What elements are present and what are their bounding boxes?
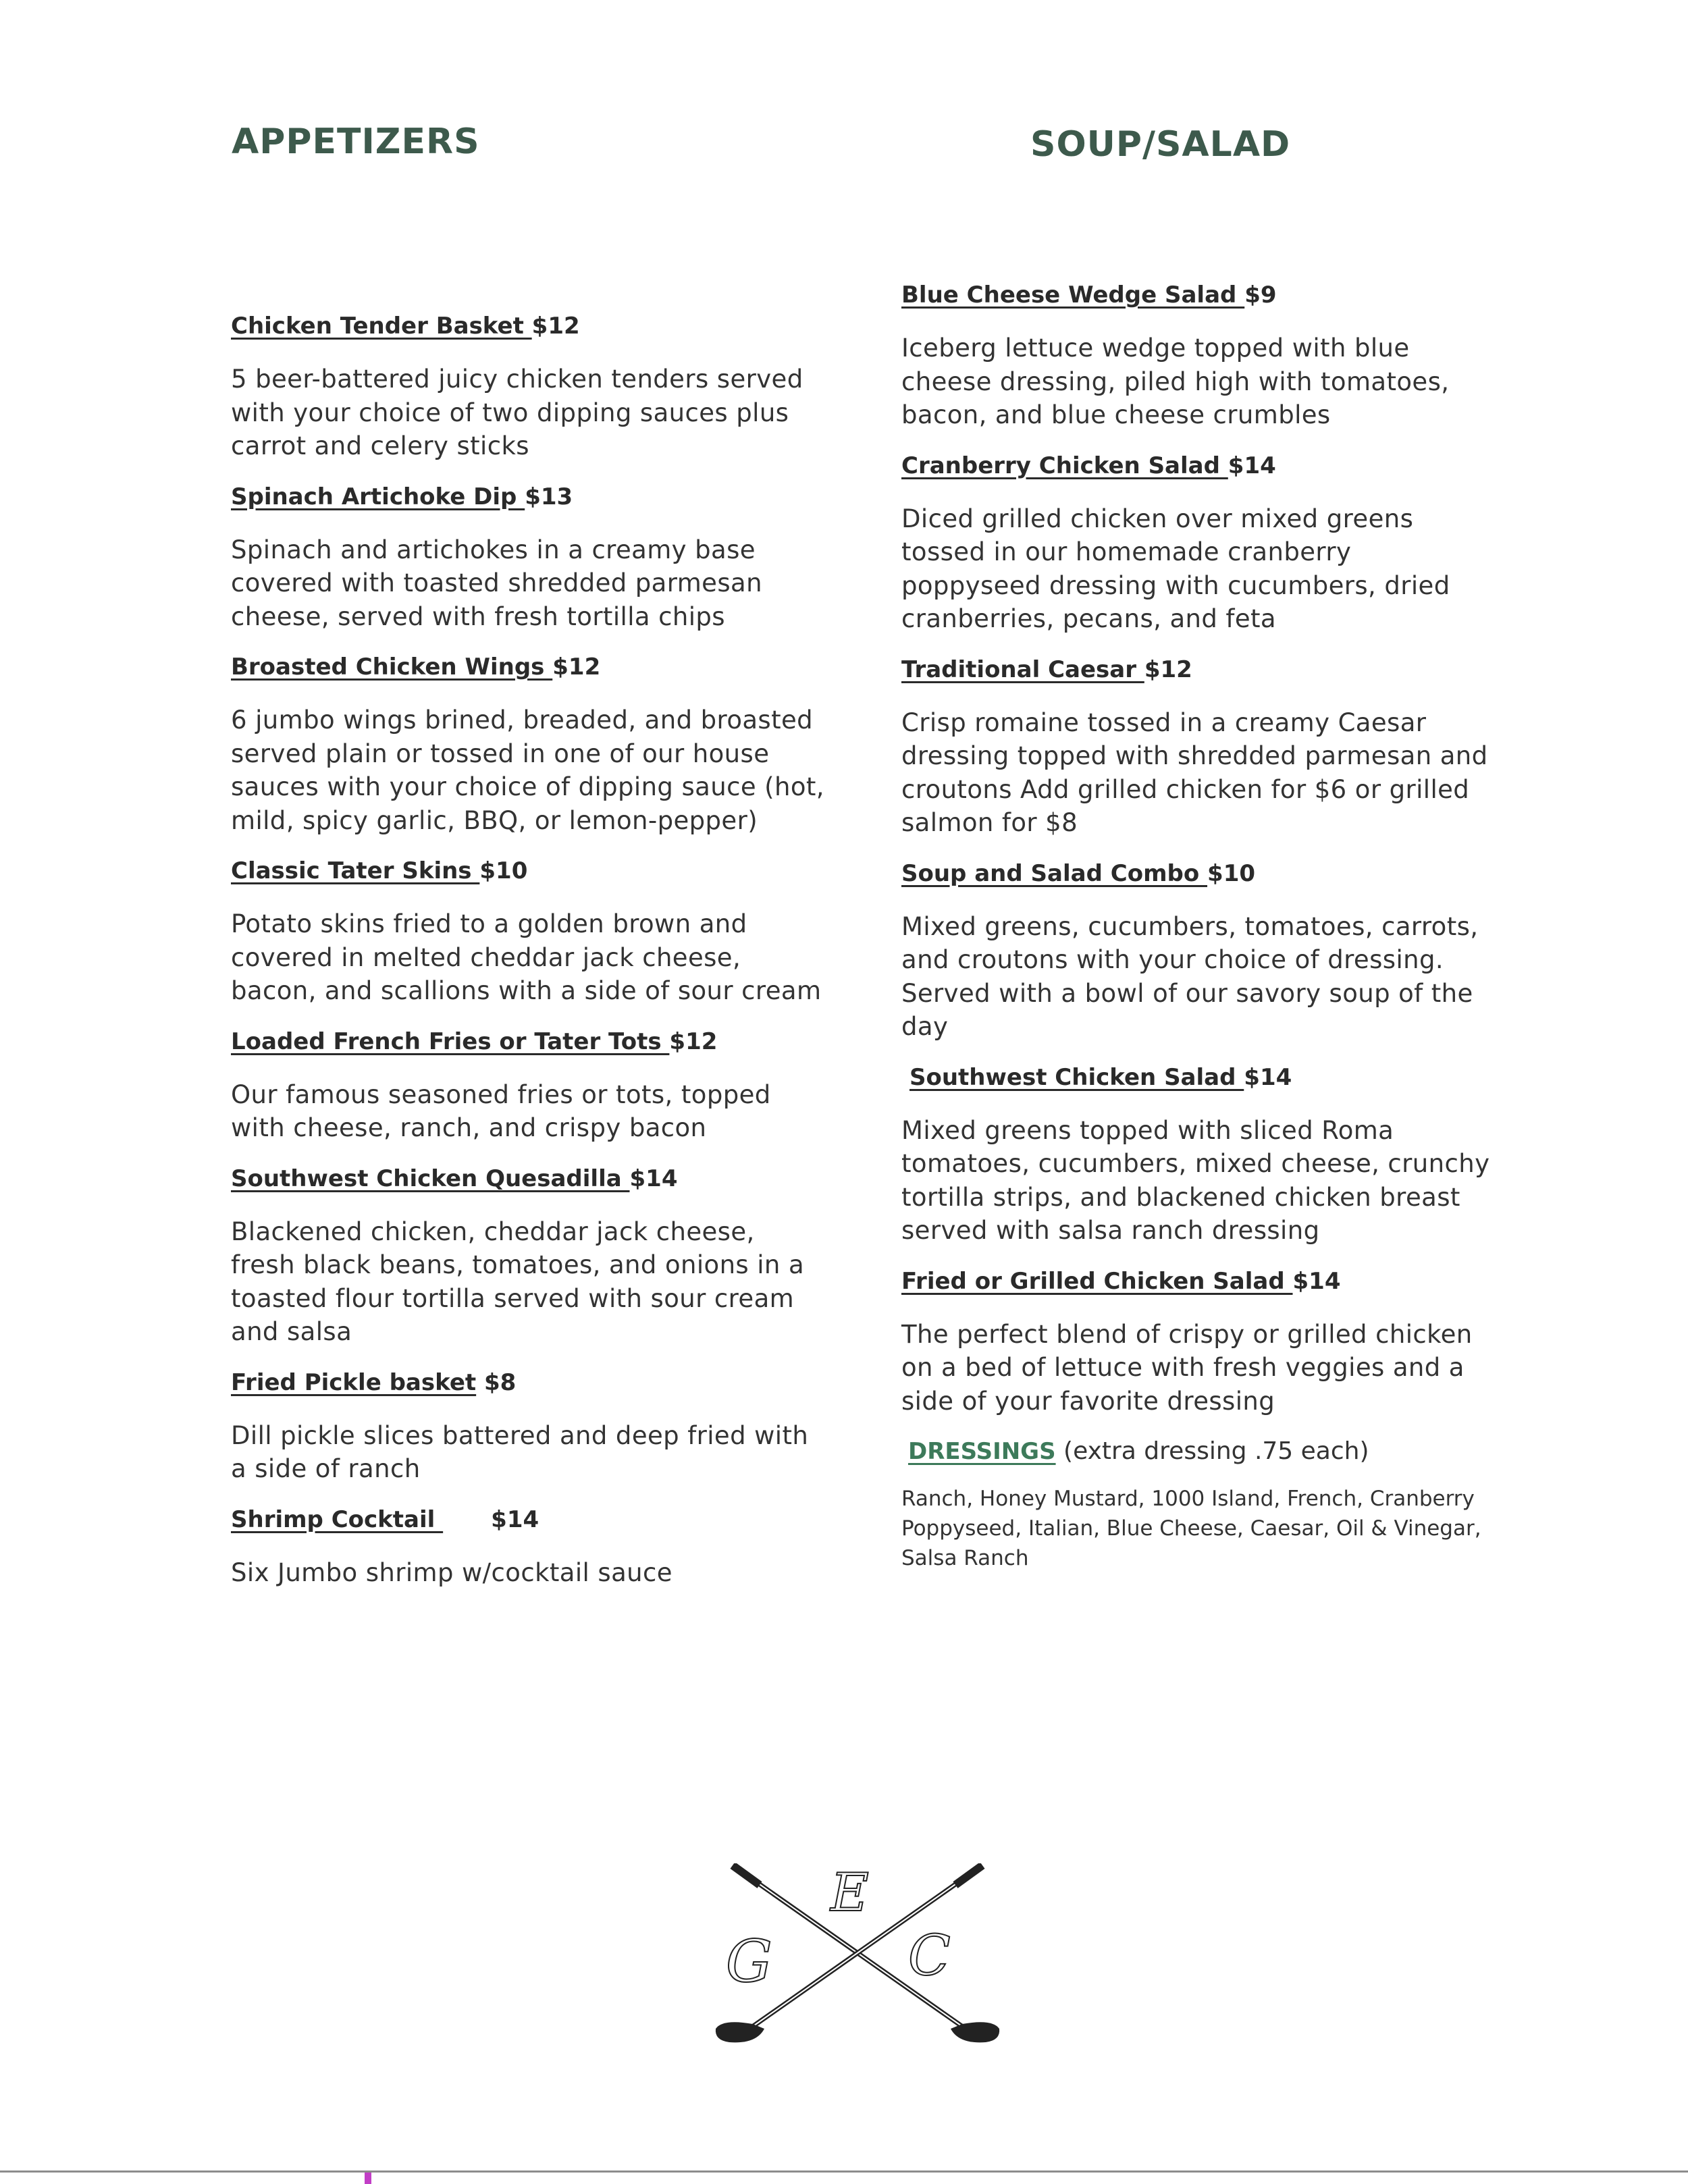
dressings-label: DRESSINGS <box>908 1438 1056 1465</box>
item-description: Dill pickle slices battered and deep fried with a side of ranch <box>231 1420 809 1483</box>
item-description: 5 beer-battered juicy chicken tenders served with your choice of two dipping sauces plus carrot and celery sticks <box>231 365 803 460</box>
item-price: $14 <box>629 1165 678 1192</box>
item-description: Six Jumbo shrimp w/cocktail sauce <box>231 1557 672 1587</box>
item-description: Iceberg lettuce wedge topped with blue cheese dressing, piled high with tomatoes, bacon, and blue cheese crumbles <box>901 334 1450 429</box>
item-price: $8 <box>476 1368 517 1396</box>
item-price: $14 <box>443 1506 539 1533</box>
item-price: $14 <box>1292 1267 1341 1295</box>
item-name: Fried or Grilled Chicken Salad <box>901 1267 1293 1295</box>
item-description: Mixed greens topped with sliced Roma tomatoes, cucumbers, mixed cheese, crunchy tortilla strips, and blackened chicken breast served with salsa ranch dressing <box>901 1115 1490 1245</box>
logo-letter-e: E <box>830 1863 869 1923</box>
item-description: Spinach and artichokes in a creamy base covered with toasted shredded parmesan cheese, served with fresh tortilla chips <box>231 535 762 631</box>
item-name: Blue Cheese Wedge Salad <box>901 282 1245 309</box>
item-price: $14 <box>1244 1063 1292 1091</box>
item-price: $12 <box>669 1028 718 1055</box>
page-edge-mark <box>365 2173 371 2184</box>
menu-item <box>231 310 825 463</box>
menu-item <box>231 1366 825 1486</box>
appetizers-column <box>231 310 825 1607</box>
item-name: Southwest Chicken Salad <box>909 1063 1244 1091</box>
menu-item <box>901 1061 1496 1248</box>
menu-item <box>231 481 825 634</box>
dressings-list: Ranch, Honey Mustard, 1000 Island, French, Cranberry Poppyseed, Italian, Blue Cheese, Caesar, Oil & Vinegar, Salsa Ranch <box>901 1487 1481 1570</box>
item-description: Crisp romaine tossed in a creamy Caesar dressing topped with shredded parmesan and croutons Add grilled chicken for $6 or grilled salmon for $8 <box>901 708 1488 837</box>
item-price: $10 <box>479 857 528 884</box>
menu-item <box>901 450 1496 636</box>
menu-item <box>231 1163 825 1349</box>
item-name: Shrimp Cocktail <box>231 1506 444 1533</box>
menu-item <box>231 1026 825 1145</box>
item-name: Spinach Artichoke Dip <box>231 483 525 510</box>
item-name: Soup and Salad Combo <box>901 859 1208 887</box>
menu-item <box>901 279 1496 432</box>
item-price: $12 <box>1144 656 1192 683</box>
item-description: The perfect blend of crispy or grilled chicken on a bed of lettuce with fresh veggies and a side of your favorite dressing <box>901 1319 1473 1416</box>
page-bottom-rule <box>0 2170 1688 2173</box>
item-description: 6 jumbo wings brined, breaded, and broasted served plain or tossed in one of our house sauces with your choice of dipping sauce (hot, mild, spicy garlic, BBQ, or lemon-pepper) <box>231 705 824 835</box>
item-name: Broasted Chicken Wings <box>231 654 553 681</box>
menu-item <box>231 855 825 1008</box>
item-name: Traditional Caesar <box>901 656 1144 683</box>
dressings-section <box>901 1435 1496 1573</box>
item-price: $13 <box>525 483 573 510</box>
crossed-golf-clubs-icon <box>702 1863 1013 2059</box>
menu-item <box>901 857 1496 1044</box>
menu-item <box>901 1265 1496 1418</box>
dressings-note: (extra dressing .75 each) <box>1055 1437 1369 1465</box>
item-name: Southwest Chicken Quesadilla <box>231 1165 630 1192</box>
item-price: $12 <box>531 313 580 340</box>
logo-letter-c: C <box>908 1924 951 1988</box>
item-description: Our famous seasoned fries or tots, topped with cheese, ranch, and crispy bacon <box>231 1080 771 1142</box>
item-description: Diced grilled chicken over mixed greens tossed in our homemade cranberry poppyseed dressing with cucumbers, dried cranberries, pecans, and feta <box>901 504 1450 633</box>
item-description: Potato skins fried to a golden brown and covered in melted cheddar jack cheese, bacon, and scallions with a side of sour cream <box>231 909 822 1005</box>
item-description: Blackened chicken, cheddar jack cheese, fresh black beans, tomatoes, and onions in a toasted flour tortilla served with sour cream and salsa <box>231 1217 805 1346</box>
item-name: Fried Pickle basket <box>231 1368 477 1396</box>
logo-letter-g: G <box>726 1928 772 1996</box>
item-name: Loaded French Fries or Tater Tots <box>231 1028 670 1055</box>
item-name: Cranberry Chicken Salad <box>901 452 1228 479</box>
item-name: Classic Tater Skins <box>231 857 480 884</box>
item-price: $12 <box>552 654 601 681</box>
menu-item <box>901 654 1496 840</box>
item-description: Mixed greens, cucumbers, tomatoes, carrots, and croutons with your choice of dressing. Served with a bowl of our savory soup of the day <box>901 911 1479 1041</box>
soup-salad-column <box>901 279 1496 1573</box>
item-price: $14 <box>1228 452 1276 479</box>
menu-item <box>231 651 825 837</box>
item-price: $10 <box>1207 859 1256 887</box>
soup-salad-title: SOUP/SALAD <box>1030 124 1291 165</box>
menu-item <box>231 1503 825 1590</box>
item-price: $9 <box>1244 282 1277 309</box>
appetizers-title: APPETIZERS <box>232 122 480 162</box>
item-name: Chicken Tender Basket <box>231 313 532 340</box>
